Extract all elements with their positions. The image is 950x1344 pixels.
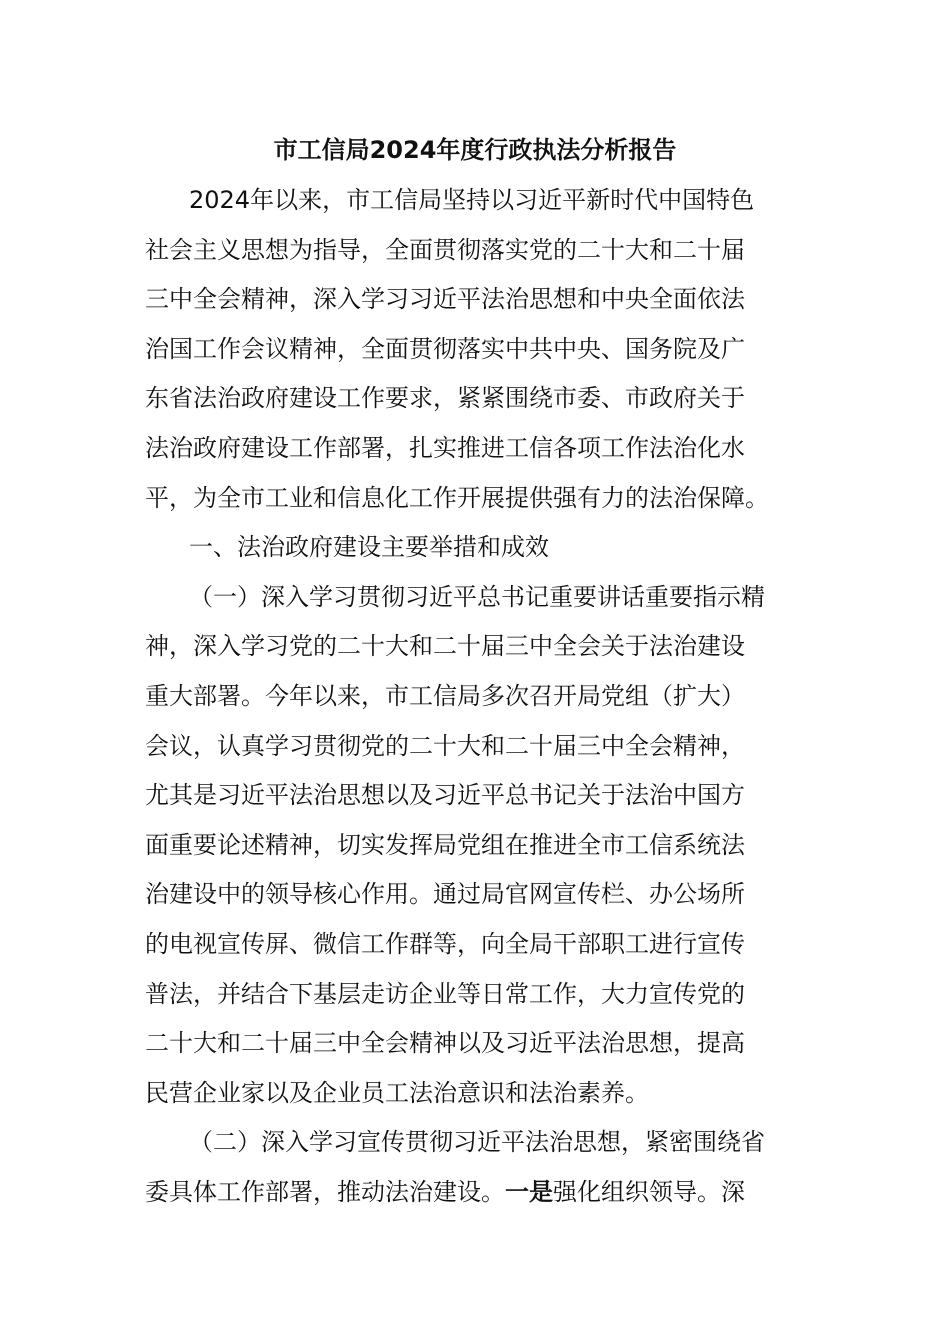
document-body <box>145 176 805 1217</box>
paragraph-line: （一）深入学习贯彻习近平总书记重要讲话重要指示精 <box>189 582 765 611</box>
bold-lead-text: 一是 <box>505 1177 553 1206</box>
paragraph-line: （二）深入学习宣传贯彻习近平法治思想，紧密围绕省 <box>189 1128 765 1157</box>
paragraph-line: 重大部署。今年以来，市工信局多次召开局党组（扩大） <box>145 681 745 710</box>
document-title: 市工信局2024年度行政执法分析报告 <box>273 136 677 164</box>
paragraph-line: 社会主义思想为指导，全面贯彻落实党的二十大和二十届 <box>145 235 745 264</box>
paragraph-line: 民营企业家以及企业员工法治意识和法治素养。 <box>145 1078 649 1107</box>
paragraph-line: 神，深入学习党的二十大和二十届三中全会关于法治建设 <box>145 632 745 661</box>
paragraph-line <box>145 1168 805 1218</box>
paragraph-line: 2024年以来，市工信局坚持以习近平新时代中国特色 <box>189 186 755 214</box>
paragraph-line-text: 委具体工作部署，推动法治建设。 <box>145 1177 505 1206</box>
paragraph-line: 东省法治政府建设工作要求，紧紧围绕市委、市政府关于 <box>145 384 745 413</box>
section-heading: 一、法治政府建设主要举措和成效 <box>189 533 549 562</box>
paragraph-line: 平，为全市工业和信息化工作开展提供强有力的法治保障。 <box>145 483 769 512</box>
paragraph-line: 治国工作会议精神，全面贯彻落实中共中央、国务院及广 <box>145 334 745 363</box>
paragraph-line: 治建设中的领导核心作用。通过局官网宣传栏、办公场所 <box>145 880 745 909</box>
paragraph-line: 的电视宣传屏、微信工作群等，向全局干部职工进行宣传 <box>145 929 745 958</box>
paragraph-line: 二十大和二十届三中全会精神以及习近平法治思想，提高 <box>145 1029 745 1058</box>
paragraph-line: 法治政府建设工作部署，扎实推进工信各项工作法治化水 <box>145 433 745 462</box>
paragraph-line: 尤其是习近平法治思想以及习近平总书记关于法治中国方 <box>145 781 745 810</box>
paragraph-line: 三中全会精神，深入学习习近平法治思想和中央全面依法 <box>145 285 745 314</box>
paragraph-line: 普法，并结合下基层走访企业等日常工作，大力宣传党的 <box>145 979 745 1008</box>
paragraph-line: 会议，认真学习贯彻党的二十大和二十届三中全会精神， <box>145 731 745 760</box>
paragraph-line-text: 强化组织领导。深 <box>553 1177 745 1206</box>
paragraph-line: 面重要论述精神，切实发挥局党组在推进全市工信系统法 <box>145 830 745 859</box>
